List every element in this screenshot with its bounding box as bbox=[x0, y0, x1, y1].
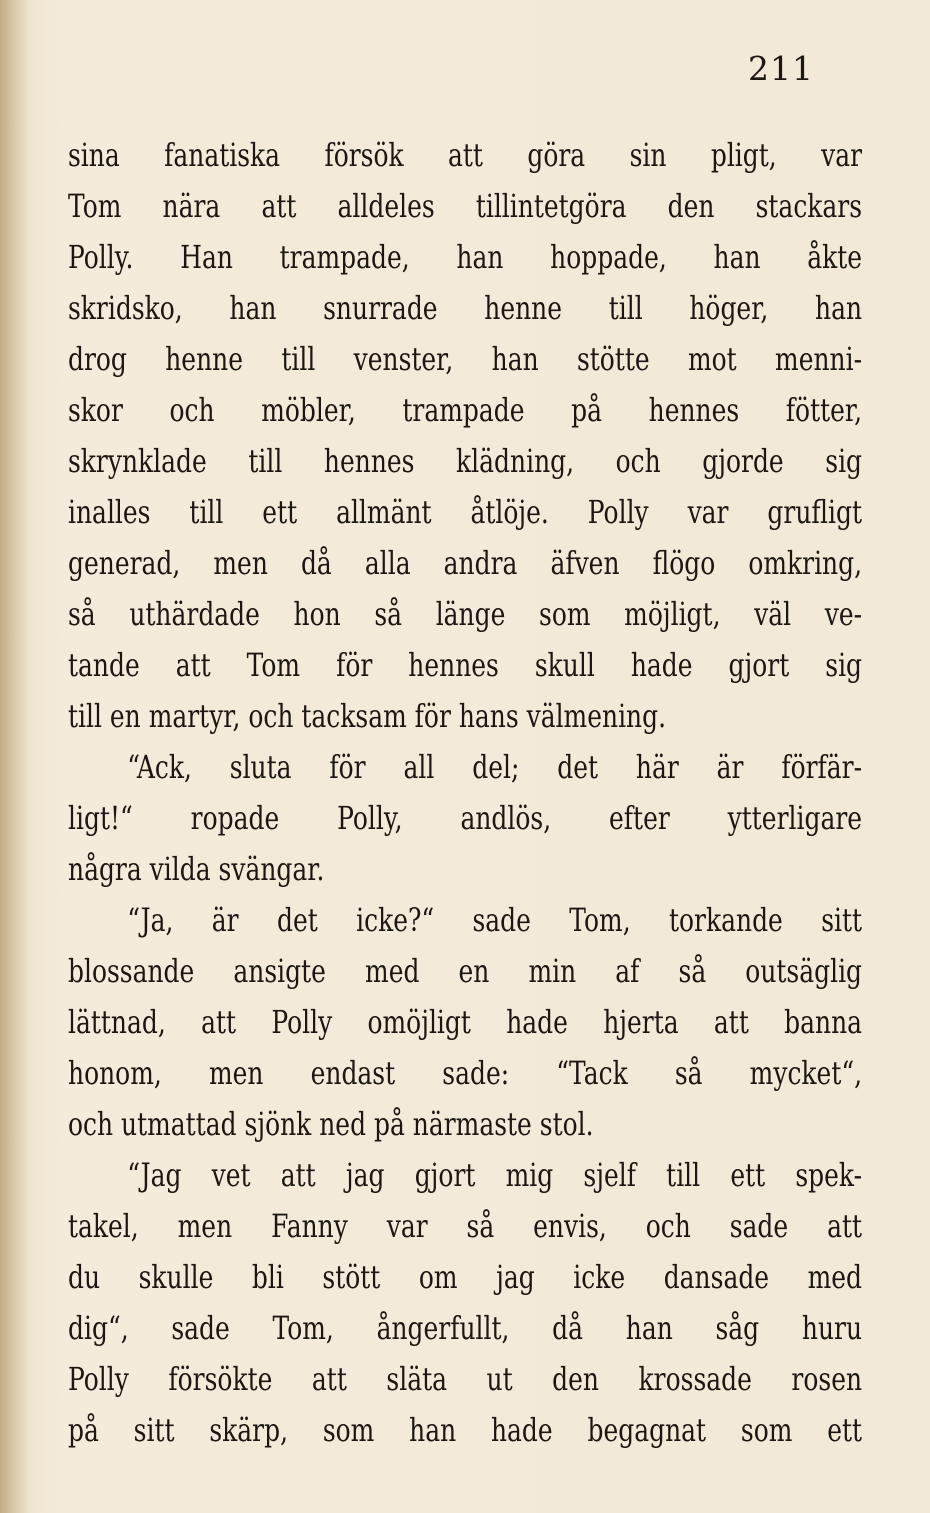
text-line: inalles till ett allmänt åtlöje. Polly var grufligt bbox=[68, 493, 863, 531]
text-line: så uthärdade hon så länge som möjligt, väl ve- bbox=[68, 595, 863, 633]
text-line: skor och möbler, trampade på hennes fötter, bbox=[68, 391, 863, 429]
text-line: tande att Tom för hennes skull hade gjort sig bbox=[68, 646, 863, 684]
text-line: takel, men Fanny var så envis, och sade att bbox=[68, 1207, 863, 1245]
text-line: sina fanatiska försök att göra sin pligt, var bbox=[68, 136, 863, 174]
text-line: på sitt skärp, som han hade begagnat som ett bbox=[68, 1411, 863, 1449]
text-line: ligt!“ ropade Polly, andlös, efter ytterligare bbox=[68, 799, 863, 837]
text-line: dig“, sade Tom, ångerfullt, då han såg huru bbox=[68, 1309, 863, 1347]
text-line: Polly försökte att släta ut den krossade rosen bbox=[68, 1360, 863, 1398]
text-line: “Jag vet att jag gjort mig sjelf till ett spek- bbox=[127, 1156, 863, 1194]
text-line: till en martyr, och tacksam för hans välmening. bbox=[68, 697, 667, 735]
text-line: lättnad, att Polly omöjligt hade hjerta att banna bbox=[68, 1003, 863, 1041]
text-line: skrynklade till hennes klädning, och gjorde sig bbox=[68, 442, 863, 480]
text-line: “Ack, sluta för all del; det här är förfär- bbox=[127, 748, 863, 786]
spine-shadow bbox=[0, 0, 30, 1513]
text-line: Polly. Han trampade, han hoppade, han åkte bbox=[68, 238, 863, 276]
text-line: honom, men endast sade: “Tack så mycket“, bbox=[68, 1054, 863, 1092]
body-text bbox=[68, 130, 862, 1456]
page-number: 211 bbox=[748, 49, 814, 88]
text-line: skridsko, han snurrade henne till höger, han bbox=[68, 289, 863, 327]
text-line: “Ja, är det icke?“ sade Tom, torkande sitt bbox=[127, 901, 863, 939]
text-line: blossande ansigte med en min af så outsäglig bbox=[68, 952, 863, 990]
text-line: generad, men då alla andra äfven flögo omkring, bbox=[68, 544, 863, 582]
text-line: drog henne till venster, han stötte mot menni- bbox=[68, 340, 863, 378]
text-line: några vilda svängar. bbox=[68, 850, 325, 888]
text-line: Tom nära att alldeles tillintetgöra den stackars bbox=[68, 187, 863, 225]
text-line: och utmattad sjönk ned på närmaste stol. bbox=[68, 1105, 594, 1143]
text-line: du skulle bli stött om jag icke dansade med bbox=[68, 1258, 863, 1296]
